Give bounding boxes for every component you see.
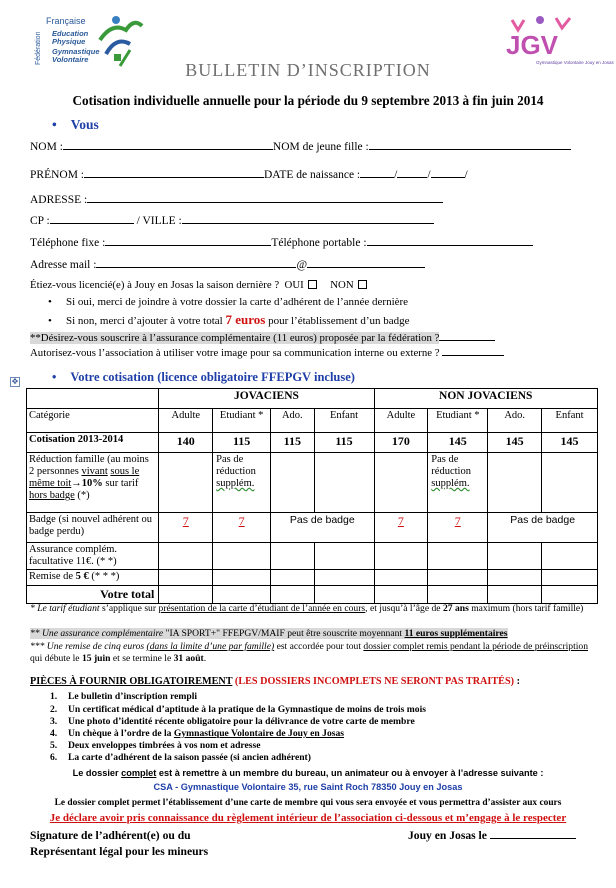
total-cell[interactable] [159, 586, 213, 604]
svg-text:Gymnastique: Gymnastique [52, 47, 100, 56]
svg-text:Fédération: Fédération [35, 31, 42, 65]
adresse-line: ADRESSE : [30, 193, 443, 206]
image-line: Autorisez-vous l’association à utiliser votre image pour sa communication interne ou externe ? [30, 346, 504, 359]
no-badge-note: Pas de badge [271, 513, 374, 543]
col-header: Adulte [374, 409, 428, 433]
cotisation-table [26, 388, 598, 604]
remise-cell[interactable] [488, 570, 542, 586]
tel-portable-field[interactable] [367, 236, 533, 246]
oui-checkbox[interactable] [308, 280, 317, 289]
dossier-permet: Le dossier complet permet l’établissement d’une carte de membre qui vous sera envoyée et vous permettra d’assister aux cours [54, 798, 562, 808]
signature-label-1: Signature de l’adhérent(e) ou du [30, 829, 191, 842]
remise-cell[interactable] [159, 570, 213, 586]
jovaciens-header: JOVACIENS [159, 389, 374, 409]
piece-item: 4. Un chèque à l’ordre de la Gymnastique Volontaire de Jouy en Josas [50, 728, 345, 739]
total-cell[interactable] [271, 586, 314, 604]
telephone-line: Téléphone fixe : Téléphone portable : [30, 236, 533, 249]
assurance-cell[interactable] [542, 543, 598, 570]
remise-cell[interactable] [374, 570, 428, 586]
total-cell[interactable] [542, 586, 598, 604]
cp-ville-line: CP : / VILLE : [30, 214, 434, 227]
piece-item: 6. La carte d’adhérent de la saison passée (si ancien adhérent) [50, 752, 311, 763]
svg-text:Education: Education [52, 29, 89, 38]
badge-price: 7 [213, 513, 271, 543]
remise-cell[interactable] [213, 570, 271, 586]
remise-row: Remise de 5 € (* * *) [27, 570, 598, 586]
assurance-answer-field[interactable] [439, 331, 495, 341]
licencie-line: Étiez-vous licencié(e) à Jouy en Josas la saison dernière ? OUI NON [30, 279, 369, 291]
pieces-heading: PIÈCES À FOURNIR OBLIGATOIREMENT (LES DOSSIERS INCOMPLETS NE SERONT PAS TRAITÉS) : [30, 676, 520, 687]
postal-address: CSA - Gymnastique Volontaire 35, rue Saint Roch 78350 Jouy en Josas [153, 782, 463, 792]
note-assurance: ** Une assurance complémentaire "IA SPORT+" FFEPGV/MAIF peut être souscrite moyennant 11 euros supplémentaires [30, 628, 508, 639]
reduction-cell[interactable] [374, 453, 428, 513]
note-tarif-etudiant: * Le tarif étudiant s’applique sur présentation de la carte d’étudiant de l’année en cours, et jusqu’à l’âge de 27 ans maximum (hors tarif famille) [30, 603, 584, 614]
reduction-cell[interactable] [159, 453, 213, 513]
col-header: Etudiant * [213, 409, 271, 433]
piece-item: 5. Deux enveloppes timbrées à vos nom et adresse [50, 740, 261, 751]
no-reduction-note: Pas de réduction supplém. [213, 453, 271, 513]
assurance-cell[interactable] [271, 543, 314, 570]
no-badge-note: Pas de badge [488, 513, 598, 543]
badge-row: Badge (si nouvel adhérent ou badge perdu) 7 7 Pas de badge 7 7 Pas de badge [27, 513, 598, 543]
bullet-oui: • Si oui, merci de joindre à votre dossier la carte d’adhérent de l’année dernière [48, 296, 409, 308]
date-field[interactable] [490, 829, 576, 839]
piece-item: 1. Le bulletin d’inscription rempli [50, 691, 198, 702]
badge-price: 7 [374, 513, 428, 543]
total-cell[interactable] [213, 586, 271, 604]
reduction-cell[interactable] [314, 453, 374, 513]
reduction-cell[interactable] [271, 453, 314, 513]
birth-day-field[interactable] [360, 168, 394, 178]
svg-text:JGV: JGV [506, 30, 559, 60]
section-vous-heading: • Vous [52, 117, 99, 132]
no-reduction-note: Pas de réduction supplém. [428, 453, 488, 513]
price-cell: 115 [213, 433, 271, 453]
total-row: Votre total [27, 586, 598, 604]
mail-user-field[interactable] [96, 258, 296, 268]
svg-text:Physique: Physique [52, 37, 86, 46]
col-header: Catégorie [27, 409, 159, 433]
remise-cell[interactable] [542, 570, 598, 586]
price-cell: 170 [374, 433, 428, 453]
col-header: Adulte [159, 409, 213, 433]
note-remise: *** Une remise de cinq euros (dans la limite d’une par famille) est accordée pour tout dossier complet remis pendant la période de préinscription qui débute le 15 juin et se termine le 31 août. [30, 641, 589, 664]
assurance-cell[interactable] [314, 543, 374, 570]
table-move-handle-icon[interactable]: ✥ [11, 377, 19, 386]
date-line: Jouy en Josas le [408, 829, 576, 842]
reduction-cell[interactable] [488, 453, 542, 513]
nom-line: NOM : NOM de jeune fille : [30, 140, 571, 153]
non-jovaciens-header: NON JOVACIENS [374, 389, 597, 409]
dossier-instructions: Le dossier complet est à remettre à un membre du bureau, un animateur ou à envoyer à l’adresse suivante : [72, 768, 544, 778]
svg-text:Française: Française [46, 16, 86, 26]
col-header: Ado. [271, 409, 314, 433]
adresse-field[interactable] [87, 193, 443, 203]
non-checkbox[interactable] [358, 280, 367, 289]
price-cell: 140 [159, 433, 213, 453]
price-cell: 145 [488, 433, 542, 453]
svg-text:Volontaire: Volontaire [52, 55, 89, 64]
form-subtitle: Cotisation individuelle annuelle pour la période du 9 septembre 2013 à fin juin 2014 [72, 93, 544, 108]
reduction-row: Réduction famille (au moins 2 personnes vivant sous le même toit→10% sur tarif hors badge (*) Pas de réduction supplém. Pas de réduction supplém. [27, 453, 598, 513]
birth-month-field[interactable] [397, 168, 427, 178]
nom-field[interactable] [63, 140, 273, 150]
badge-price: 7 [428, 513, 488, 543]
remise-cell[interactable] [271, 570, 314, 586]
form-title: BULLETIN D’INSCRIPTION [185, 60, 431, 80]
remise-cell[interactable] [314, 570, 374, 586]
price-cell: 145 [542, 433, 598, 453]
signature-label-2: Représentant légal pour les mineurs [30, 845, 209, 858]
reduction-cell[interactable] [542, 453, 598, 513]
remise-cell[interactable] [428, 570, 488, 586]
assurance-line: **Désirez-vous souscrire à l’assurance complémentaire (11 euros) proposée par la fédération ? [30, 331, 495, 344]
mail-domain-field[interactable] [307, 258, 425, 268]
col-header: Etudiant * [428, 409, 488, 433]
assurance-row: Assurance complém. facultative 11€. (* *) [27, 543, 598, 570]
col-header: Ado. [488, 409, 542, 433]
assurance-cell[interactable] [374, 543, 428, 570]
assurance-cell[interactable] [213, 543, 271, 570]
price-cell: 115 [314, 433, 374, 453]
assurance-cell[interactable] [488, 543, 542, 570]
section-cotisation-heading: • Votre cotisation (licence obligatoire FFEPGV incluse) [52, 370, 355, 384]
ville-field[interactable] [182, 214, 434, 224]
price-cell: 115 [271, 433, 314, 453]
table-group-header-row [27, 389, 598, 409]
tel-fixe-field[interactable] [105, 236, 271, 246]
prenom-field[interactable] [84, 168, 264, 178]
svg-text:Gymnastique Volontaire Jouy en: Gymnastique Volontaire Jouy en Josas [536, 60, 614, 65]
cp-field[interactable] [50, 214, 134, 224]
nom-jeune-fille-field[interactable] [369, 140, 571, 150]
prenom-line: PRÉNOM : DATE de naissance : / / / [30, 169, 468, 181]
cotisation-row: Cotisation 2013-2014 140 115 115 115 170 145 145 145 [27, 433, 598, 453]
declaration: Je déclare avoir pris connaissance du règlement intérieur de l’association ci-dessous et m’engage à le respecter [49, 812, 567, 824]
mail-line: Adresse mail : @ [30, 258, 425, 271]
image-answer-field[interactable] [442, 346, 504, 356]
col-header: Enfant [542, 409, 598, 433]
badge-price: 7 [159, 513, 213, 543]
piece-item: 3. Une photo d’identité récente obligatoire pour la délivrance de votre carte de membre [50, 716, 415, 727]
piece-item: 2. Un certificat médical d’aptitude à la pratique de la Gymnastique de moins de trois mois [50, 704, 426, 715]
bullet-non: • Si non, merci d’ajouter à votre total 7 euros pour l’établissement d’un badge [48, 312, 410, 327]
total-cell[interactable] [428, 586, 488, 604]
assurance-cell[interactable] [428, 543, 488, 570]
price-cell: 145 [428, 433, 488, 453]
col-header: Enfant [314, 409, 374, 433]
assurance-cell[interactable] [159, 543, 213, 570]
total-cell[interactable] [374, 586, 428, 604]
total-cell[interactable] [488, 586, 542, 604]
total-cell[interactable] [314, 586, 374, 604]
birth-year-field[interactable] [431, 168, 465, 178]
table-col-header-row [27, 409, 598, 433]
